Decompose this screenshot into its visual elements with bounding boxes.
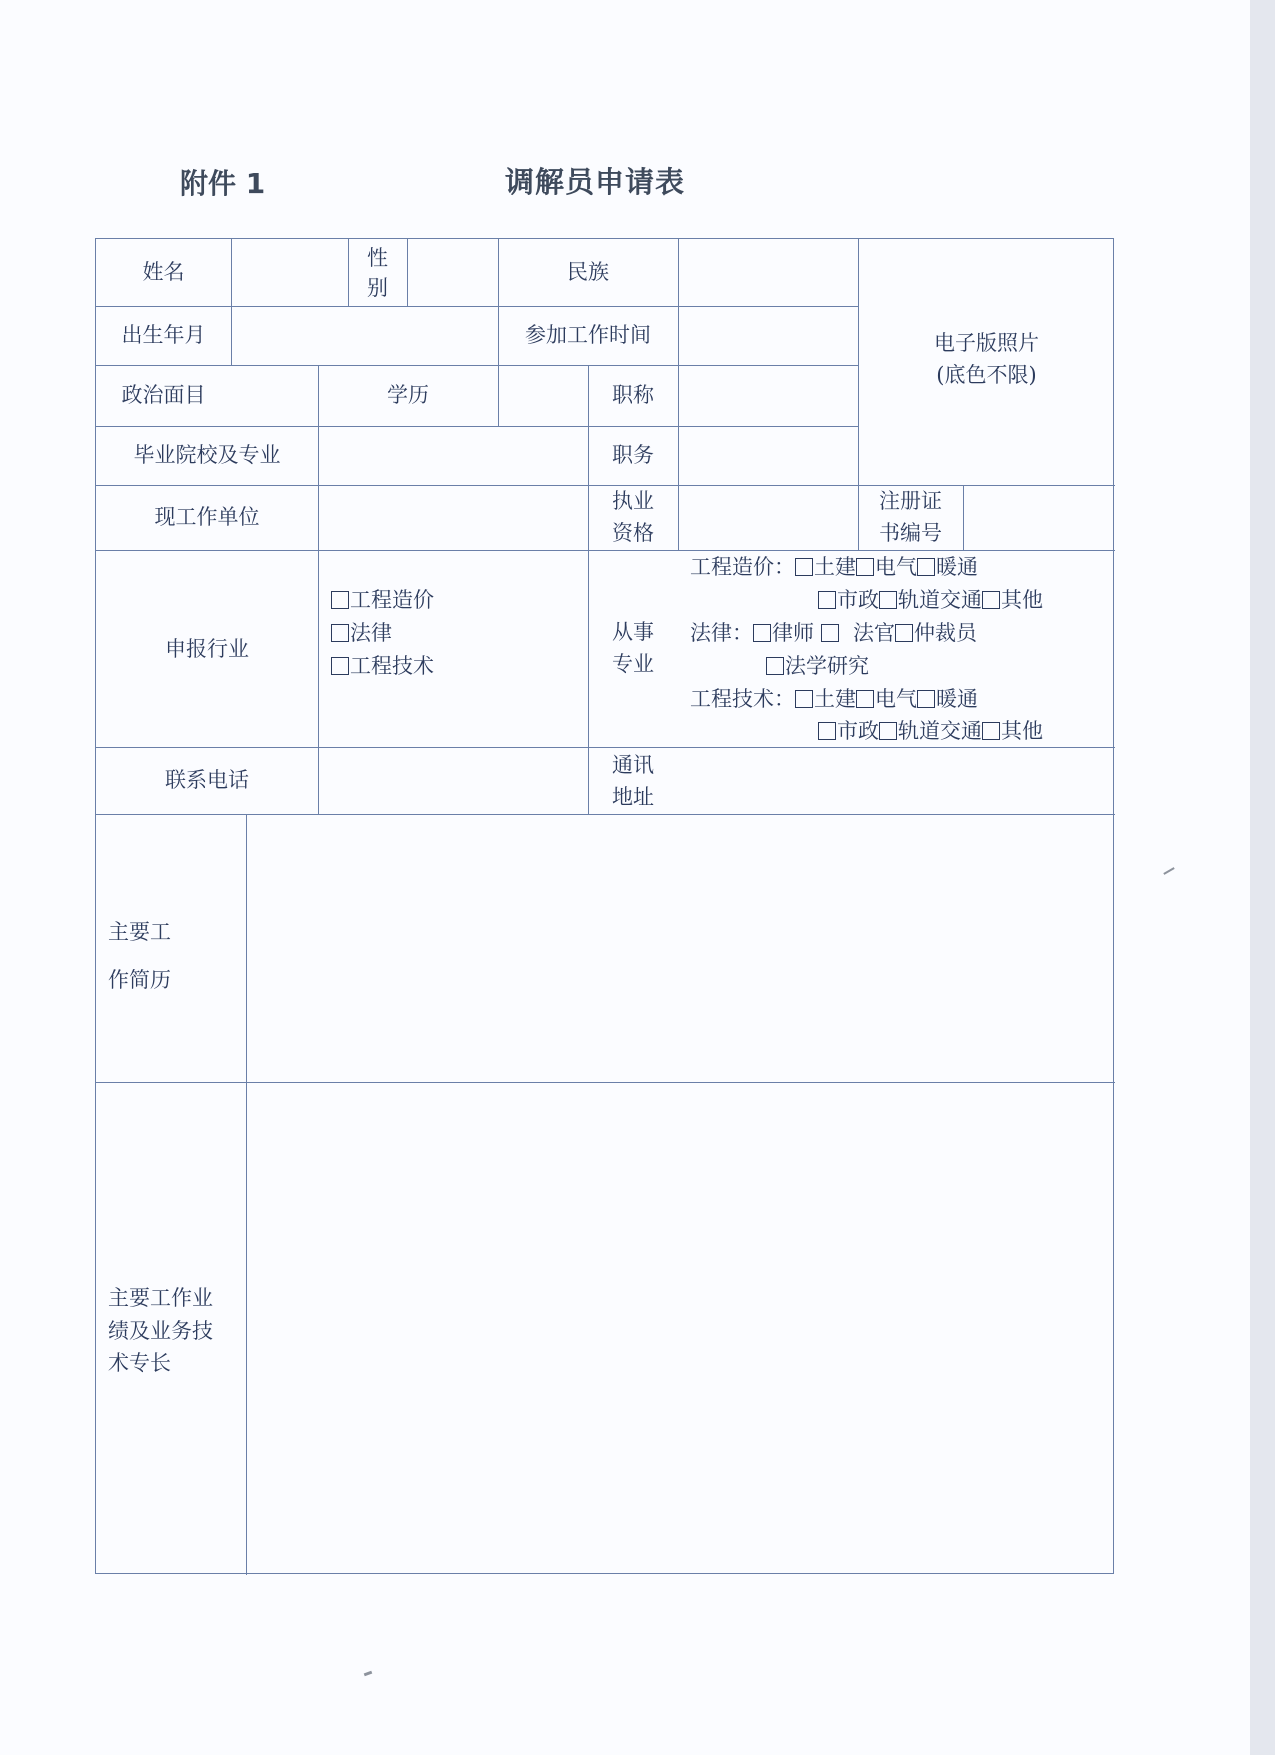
checkbox[interactable] bbox=[331, 591, 349, 609]
checkbox[interactable] bbox=[879, 591, 897, 609]
specialty-tech-row2: 市政 轨道交通 其他 bbox=[818, 715, 1043, 747]
achievements-label-line3: 术专长 bbox=[108, 1351, 171, 1375]
gender-label-line2: 别 bbox=[367, 276, 388, 300]
specialty-label-line2: 专业 bbox=[612, 652, 654, 676]
checkbox[interactable] bbox=[895, 624, 913, 642]
col-divider bbox=[246, 814, 247, 1575]
checkbox[interactable] bbox=[331, 657, 349, 675]
politics-label: 政治面目 bbox=[121, 383, 206, 407]
row-divider bbox=[96, 1082, 1115, 1083]
checkbox[interactable] bbox=[856, 690, 874, 708]
col-divider bbox=[588, 365, 589, 814]
checkbox[interactable] bbox=[795, 558, 813, 576]
school-major-label: 毕业院校及专业 bbox=[133, 443, 281, 467]
specialty-tech-row1: 工程技术： 土建 电气 暖通 bbox=[690, 687, 978, 711]
checkbox[interactable] bbox=[753, 624, 771, 642]
employer-label: 现工作单位 bbox=[154, 505, 260, 529]
resume-label-line2: 作简历 bbox=[108, 968, 171, 992]
photo-label-line1: 电子版照片 bbox=[934, 331, 1039, 355]
ethnicity-label: 民族 bbox=[567, 260, 609, 284]
industry-option-cost[interactable]: 工程造价 bbox=[331, 584, 434, 616]
checkbox[interactable] bbox=[982, 722, 1000, 740]
license-label-line1: 执业 bbox=[612, 489, 654, 513]
checkbox[interactable] bbox=[818, 722, 836, 740]
row-divider bbox=[96, 747, 1115, 748]
checkbox[interactable] bbox=[821, 624, 839, 642]
specialty-cost-row2: 市政 轨道交通 其他 bbox=[818, 584, 1043, 616]
row-divider bbox=[96, 365, 858, 366]
cert-number-label-line1: 注册证 bbox=[879, 489, 942, 513]
industry-label: 申报行业 bbox=[165, 637, 249, 661]
col-divider bbox=[407, 239, 408, 306]
col-divider bbox=[231, 239, 232, 365]
phone-label: 联系电话 bbox=[165, 768, 249, 792]
row-divider bbox=[96, 306, 858, 307]
birth-label: 出生年月 bbox=[121, 323, 206, 347]
address-label-line2: 地址 bbox=[612, 785, 654, 809]
cert-number-label-line2: 书编号 bbox=[879, 521, 942, 545]
resume-label-line1: 主要工 bbox=[108, 920, 171, 944]
checkbox[interactable] bbox=[766, 657, 784, 675]
industry-option-tech[interactable]: 工程技术 bbox=[331, 650, 434, 682]
name-label: 姓名 bbox=[142, 260, 185, 284]
title-rank-label: 职称 bbox=[612, 383, 654, 407]
form-title: 调解员申请表 bbox=[505, 165, 686, 199]
address-label-line1: 通讯 bbox=[612, 753, 654, 777]
license-label-line2: 资格 bbox=[612, 521, 654, 545]
col-divider bbox=[678, 239, 679, 550]
checkbox[interactable] bbox=[917, 690, 935, 708]
checkbox[interactable] bbox=[331, 624, 349, 642]
specialty-label-line1: 从事 bbox=[612, 620, 654, 644]
achievements-label-line2: 绩及业务技 bbox=[108, 1319, 213, 1343]
checkbox[interactable] bbox=[795, 690, 813, 708]
checkbox[interactable] bbox=[917, 558, 935, 576]
row-divider bbox=[96, 426, 858, 427]
attachment-label: 附件 1 bbox=[180, 167, 266, 200]
checkbox[interactable] bbox=[982, 591, 1000, 609]
row-divider bbox=[96, 814, 1115, 815]
photo-label-line2: (底色不限) bbox=[936, 363, 1037, 387]
specialty-law-row1: 法律： 律师 法官 仲裁员 bbox=[690, 621, 978, 645]
application-form-table bbox=[95, 238, 1114, 1574]
scan-edge bbox=[1250, 0, 1275, 1755]
checkbox[interactable] bbox=[818, 591, 836, 609]
gender-label-line1: 性 bbox=[367, 246, 388, 270]
col-divider bbox=[963, 485, 964, 550]
col-divider bbox=[318, 365, 319, 814]
work-start-label: 参加工作时间 bbox=[525, 323, 651, 347]
specialty-law-row2: 法学研究 bbox=[766, 650, 869, 682]
checkbox[interactable] bbox=[856, 558, 874, 576]
industry-option-law[interactable]: 法律 bbox=[331, 617, 392, 649]
education-label: 学历 bbox=[387, 383, 429, 407]
specialty-cost-row1: 工程造价： 土建 电气 暖通 bbox=[690, 555, 978, 579]
position-label: 职务 bbox=[612, 443, 654, 467]
achievements-label-line1: 主要工作业 bbox=[108, 1286, 213, 1310]
checkbox[interactable] bbox=[879, 722, 897, 740]
